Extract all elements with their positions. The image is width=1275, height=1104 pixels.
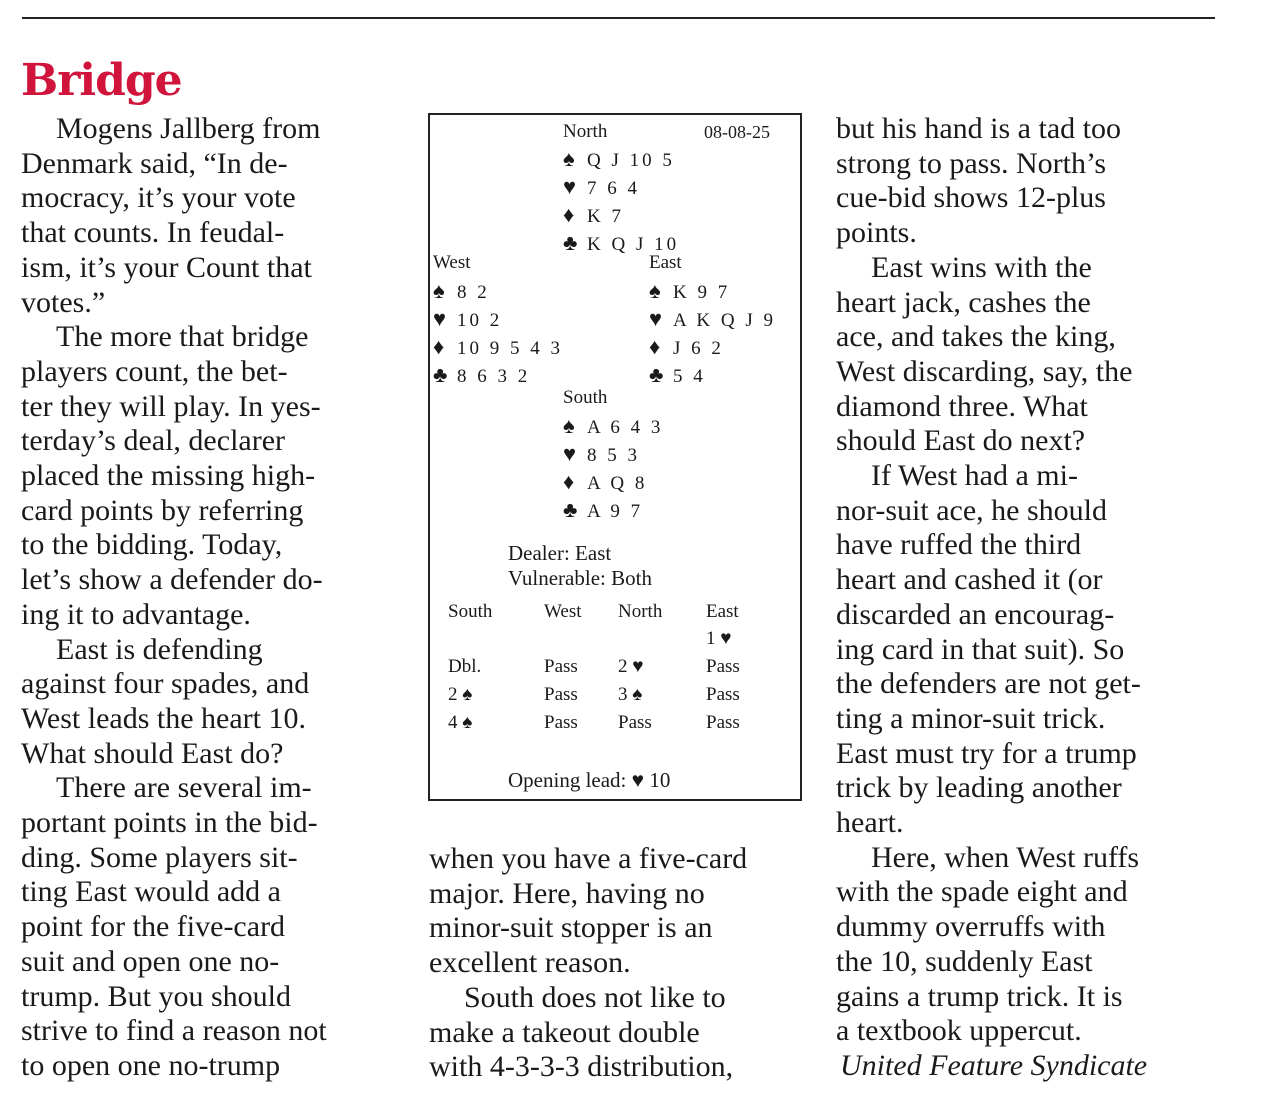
text-line: should East do next? [836,424,1086,458]
auction-bid: Pass [544,712,578,733]
text-line: What should East do? [21,736,284,770]
clubs-suit-icon: ♣ [563,497,578,522]
spades-suit-icon: ♠ [433,278,445,303]
north-hearts-row [563,173,679,201]
clubs-suit-icon: ♣ [563,230,578,255]
text-line: gains a trump trick. It is [836,979,1123,1013]
north-clubs-cards: K Q J 10 [587,234,680,255]
text-line: against four spades, and [21,667,310,701]
text-line: strive to find a reason not [21,1014,327,1048]
south-spades-row [563,412,663,440]
text-line: nor-suit ace, he should [836,493,1107,527]
text-line: ding. Some players sit- [21,840,298,874]
clubs-suit-icon: ♣ [649,362,664,387]
text-line: heart and cashed it (or [836,563,1103,597]
text-line: excellent reason. [429,946,631,980]
text-line: have ruffed the third [836,528,1082,562]
north-label: North [563,121,608,142]
east-diamonds-row [649,333,776,361]
auction-bid: Pass [706,684,740,705]
article-column-3 [836,112,1226,1084]
text-line: card points by referring [21,493,304,527]
west-diamonds-cards: 10 9 5 4 3 [457,338,563,359]
north-diamonds-cards: K 7 [587,206,624,227]
south-hearts-cards: 8 5 3 [587,445,640,466]
west-diamonds-row [433,333,563,361]
text-line: to open one no-trump [21,1048,281,1082]
east-diamonds-cards: J 6 2 [673,338,724,359]
hearts-suit-icon: ♥ [563,441,577,466]
spades-suit-icon: ♠ [649,278,661,303]
text-line: ter they will play. In yes- [21,389,321,423]
east-clubs-cards: 5 4 [673,366,706,387]
dealer-info: Dealer: East [508,541,612,565]
text-line: with the spade eight and [836,875,1128,909]
south-label: South [563,387,608,408]
text-line: minor-suit stopper is an [429,911,713,945]
east-spades-cards: K 9 7 [673,282,731,303]
auction-bid: Pass [618,712,652,733]
text-line: East must try for a trump [836,736,1137,770]
text-line: trump. But you should [21,979,292,1013]
south-diamonds-row [563,468,663,496]
text-line: make a takeout double [429,1015,700,1049]
text-line: West discarding, say, the [836,354,1133,388]
north-diamonds-row [563,201,679,229]
text-line: dummy overruffs with [836,910,1106,944]
auction-bid: 2 ♥ [618,656,644,677]
text-line: If West had a mi- [871,459,1078,493]
diamonds-suit-icon: ♦ [563,202,575,227]
text-line: ting a minor-suit trick. [836,701,1106,735]
auction-bid: Pass [706,712,740,733]
bridge-deal-diagram [428,113,802,801]
west-spades-cards: 8 2 [457,282,490,303]
west-label: West [433,252,471,273]
text-line: Denmark said, “In de- [21,146,288,180]
west-spades-row [433,277,563,305]
text-line: points. [836,216,917,250]
west-clubs-row [433,361,563,389]
hearts-suit-icon: ♥ [563,174,577,199]
north-hearts-cards: 7 6 4 [587,178,640,199]
text-line: votes.” [21,285,106,319]
north-spades-cards: Q J 10 5 [587,150,675,171]
east-hearts-row [649,305,776,333]
article-column-1 [21,112,411,1084]
vulnerability-info: Vulnerable: Both [508,566,652,590]
text-line: cue-bid shows 12-plus [836,181,1106,215]
south-hearts-row [563,440,663,468]
article-column-2 [429,842,819,1085]
text-line: discarded an encourag- [836,597,1115,631]
south-spades-cards: A 6 4 3 [587,417,664,438]
auction-header: East [706,601,739,622]
clubs-suit-icon: ♣ [433,362,448,387]
text-line: ing card in that suit). So [836,632,1125,666]
south-clubs-cards: A 9 7 [587,501,644,522]
text-line: The more that bridge [56,320,309,354]
west-clubs-cards: 8 6 3 2 [457,366,531,387]
hearts-suit-icon: ♥ [649,306,663,331]
auction-bid: Dbl. [448,656,482,677]
text-line: with 4-3-3-3 distribution, [429,1050,734,1084]
auction-header: West [544,601,582,622]
east-clubs-row [649,361,776,389]
auction-bid: Pass [706,656,740,677]
hearts-suit-icon: ♥ [433,306,447,331]
east-hearts-cards: A K Q J 9 [673,310,777,331]
text-line: There are several im- [56,771,312,805]
text-line: the defenders are not get- [836,667,1141,701]
south-clubs-row [563,496,663,524]
text-line: ism, it’s your Count that [21,250,312,284]
text-line: South does not like to [464,980,726,1014]
opening-lead: Opening lead: ♥ 10 [508,768,671,792]
text-line: major. Here, having no [429,876,705,910]
south-diamonds-cards: A Q 8 [587,473,648,494]
north-spades-row [563,145,679,173]
text-line: terday’s deal, declarer [21,424,286,458]
text-line: suit and open one no- [21,944,280,978]
text-line: diamond three. What [836,389,1088,423]
text-line: ting East would add a [21,875,281,909]
west-hand [433,277,563,389]
auction-bid: 1 ♥ [706,628,732,649]
text-line: heart. [836,806,904,840]
diamonds-suit-icon: ♦ [649,334,661,359]
auction-bid: 2 ♠ [448,684,473,705]
north-hand [563,145,679,257]
auction-bid: 4 ♠ [448,712,473,733]
west-hearts-row [433,305,563,333]
auction-header: South [448,601,493,622]
deal-date: 08-08-25 [704,122,770,142]
east-hand [649,277,776,389]
text-line: when you have a five-card [429,842,748,875]
auction-bid: 3 ♠ [618,684,643,705]
east-label: East [649,252,682,273]
spades-suit-icon: ♠ [563,413,575,438]
text-line: let’s show a defender do- [21,563,323,597]
text-line: a textbook uppercut. [836,1014,1082,1048]
text-line: heart jack, cashes the [836,285,1091,319]
text-line: mocracy, it’s your vote [21,181,296,215]
top-rule [22,17,1215,19]
south-hand [563,412,663,524]
spades-suit-icon: ♠ [563,146,575,171]
page-title: Bridge [21,55,182,106]
text-line: Here, when West ruffs [871,840,1140,874]
text-line: the 10, suddenly East [836,944,1093,978]
text-line: but his hand is a tad too [836,112,1121,145]
text-line: players count, the bet- [21,354,288,388]
text-line: East wins with the [871,250,1092,284]
syndicate-credit: United Feature Syndicate [840,1048,1148,1082]
text-line: trick by leading another [836,771,1122,805]
text-line: portant points in the bid- [21,806,318,840]
text-line: East is defending [56,632,263,666]
text-line: ing it to advantage. [21,597,251,631]
west-hearts-cards: 10 2 [457,310,503,331]
auction-header: North [618,601,663,622]
diamonds-suit-icon: ♦ [433,334,445,359]
text-line: to the bidding. Today, [21,528,283,562]
auction-bid: Pass [544,656,578,677]
text-line: ace, and takes the king, [836,320,1116,354]
text-line: that counts. In feudal- [21,216,285,250]
east-spades-row [649,277,776,305]
text-line: placed the missing high- [21,459,316,493]
auction-bid: Pass [544,684,578,705]
text-line: Mogens Jallberg from [56,112,321,145]
text-line: strong to pass. North’s [836,146,1106,180]
text-line: West leads the heart 10. [21,701,306,735]
text-line: point for the five-card [21,910,286,944]
diamonds-suit-icon: ♦ [563,469,575,494]
